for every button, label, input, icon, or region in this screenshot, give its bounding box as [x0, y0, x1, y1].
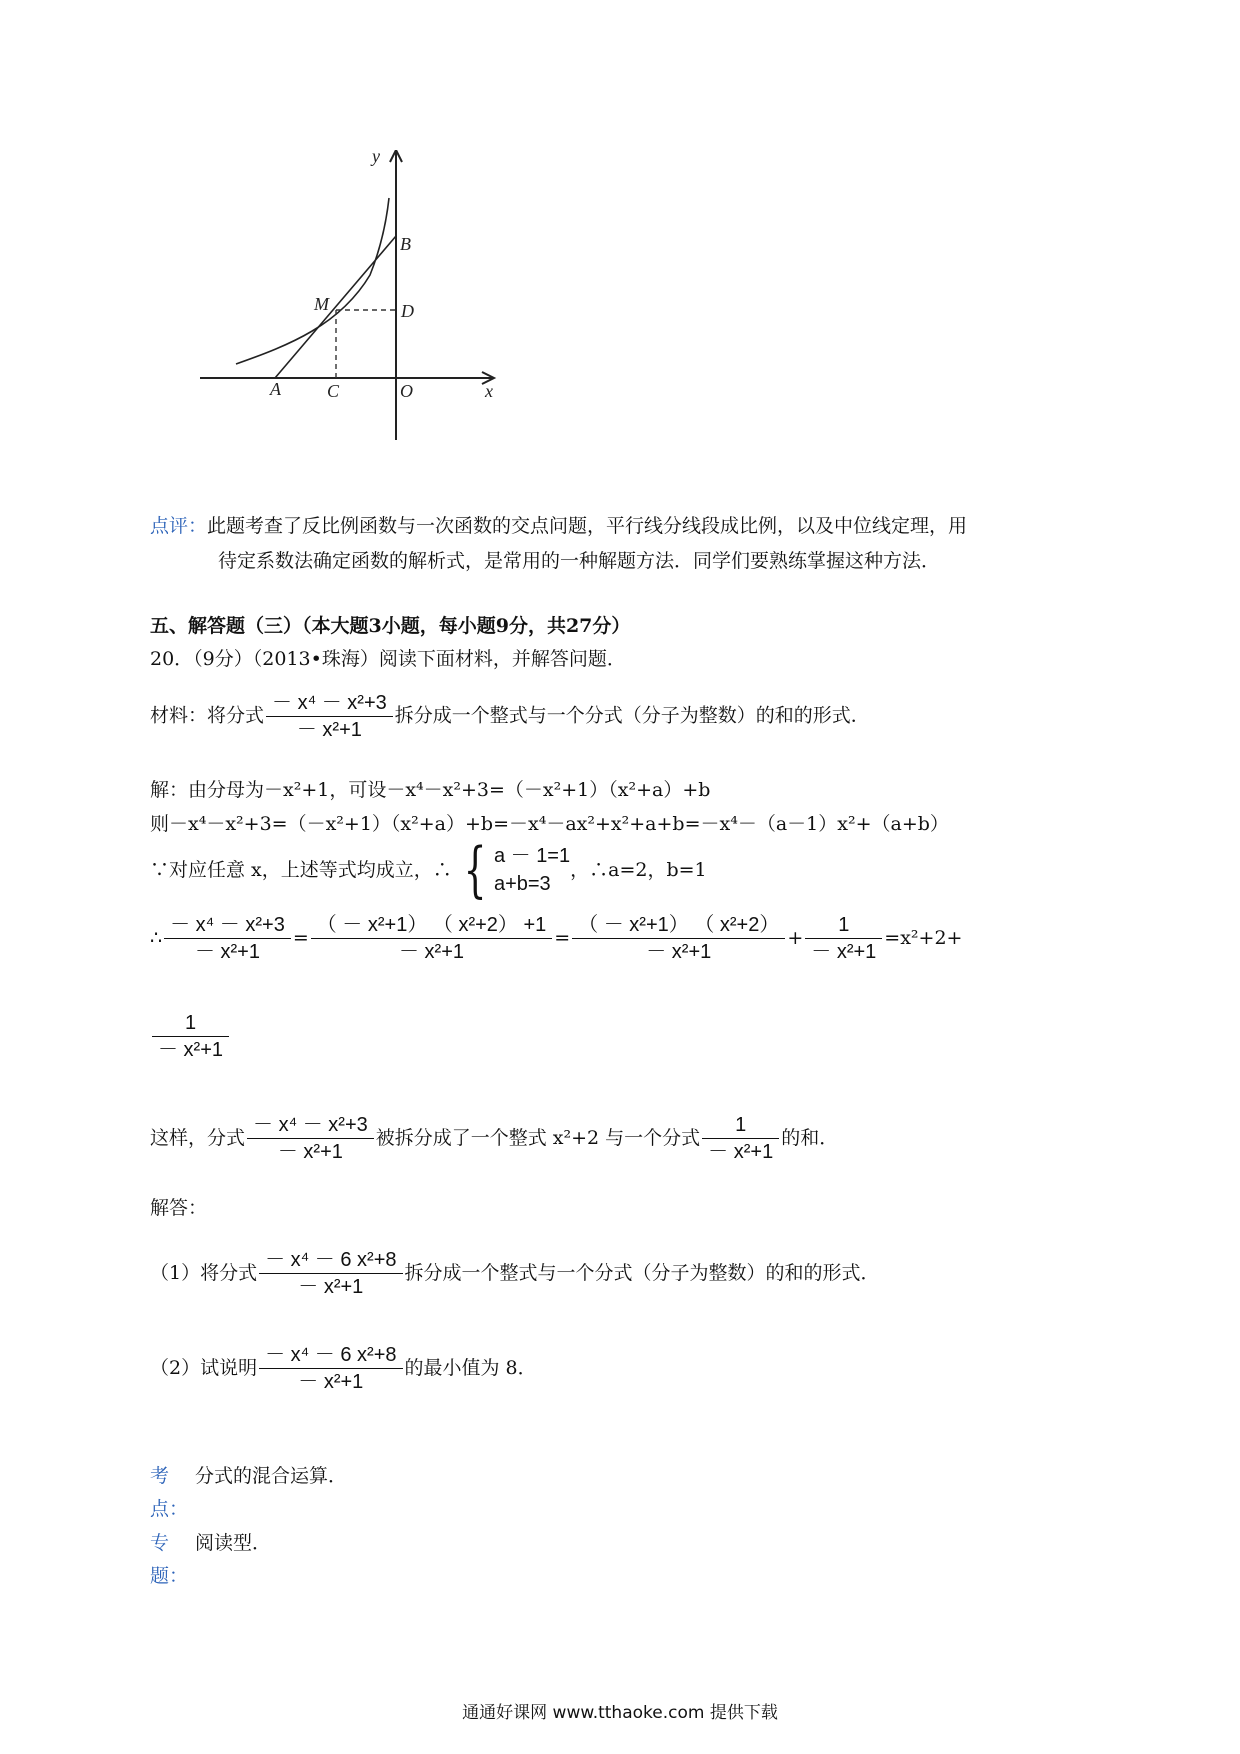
conclusion-line [150, 1112, 838, 1165]
comment-line-2: 待定系数法确定函数的解析式，是常用的一种解题方法．同学们要熟练掌握这种方法． [218, 550, 941, 572]
label-d: D [401, 301, 414, 321]
section-title: 五、解答题（三）（本大题3小题，每小题9分，共27分） [150, 615, 631, 637]
eq-fraction-1 [164, 912, 291, 965]
kaodian-value: 分式的混合运算． [195, 1465, 348, 1487]
q1-prefix: （1）将分式 [150, 1262, 258, 1284]
comment-label: 点评： [150, 515, 208, 537]
q1-fraction-num: － x⁴ － 6 x²+8 [265, 1249, 397, 1271]
equation-system: { a － 1=1 a+b=3 [463, 835, 571, 905]
equals-1: = [292, 927, 309, 949]
question-2 [150, 1342, 537, 1395]
fraction-numerator: － x⁴ － x²+3 [272, 692, 387, 714]
eq-fraction-5-num: 1 [184, 1012, 197, 1034]
solution-line-1: 解：由分母为－x²+1，可设－x⁴－x²+3=（－x²+1）（x²+a）+b [150, 779, 711, 801]
zhuanti-label-1: 专 [150, 1532, 170, 1554]
material-fraction [266, 690, 393, 743]
footer-credit: 通通好课网 www.tthaoke.com 提供下载 [462, 1703, 778, 1723]
problem-header: 20．（9分）（2013•珠海）阅读下面材料，并解答问题． [150, 648, 626, 670]
q1-fraction [259, 1247, 402, 1300]
eq-fraction-2-den: － x²+1 [398, 941, 465, 963]
label-o: O [400, 381, 413, 401]
because-prefix: ∵对应任意 x，上述等式均成立，∴ [150, 858, 452, 881]
q2-fraction-num: － x⁴ － 6 x²+8 [265, 1344, 397, 1366]
solution-line-2: 则－x⁴－x²+3=（－x²+1）（x²+a）+b=－x⁴－ax²+x²+a+b=－x⁴－（a－1）x²+（a+b） [150, 813, 949, 835]
eq-fraction-1-den: － x²+1 [194, 941, 260, 963]
equals-2: = [554, 927, 571, 949]
function-graph-figure [200, 150, 580, 500]
main-equation [150, 912, 962, 965]
kaodian-label-2: 点： [150, 1498, 189, 1520]
equation-continued [150, 1010, 231, 1063]
inverse-function-curve [236, 198, 389, 364]
label-m: M [314, 294, 329, 314]
label-x: x [485, 381, 493, 401]
conclusion-fraction-1-den: － x²+1 [277, 1141, 343, 1163]
eq-fraction-5 [152, 1010, 229, 1063]
conclusion-prefix: 这样，分式 [150, 1127, 246, 1149]
equation-tail: =x²+2+ [884, 927, 963, 949]
eq-fraction-3-num: （ － x²+1） （ x²+2） [578, 914, 780, 936]
conclusion-fraction-2-den: － x²+1 [708, 1141, 774, 1163]
conclusion-fraction-2 [702, 1112, 779, 1165]
system-line-1: a － 1=1 [493, 845, 571, 867]
because-line [150, 835, 707, 905]
eq-fraction-3-den: － x²+1 [646, 941, 712, 963]
conclusion-fraction-2-num: 1 [735, 1114, 747, 1136]
eq-fraction-4 [805, 912, 882, 965]
comment-text-1: 此题考查了反比例函数与一次函数的交点问题，平行线分线段成比例，以及中位线定理，用 [207, 515, 968, 537]
plus-sign: + [787, 927, 804, 949]
comment-line-1 [150, 510, 967, 543]
q2-fraction-den: － x²+1 [298, 1371, 364, 1393]
label-y: y [372, 150, 380, 166]
answer-label: 解答： [150, 1197, 208, 1219]
conclusion-mid: 被拆分成了一个整式 x²+2 与一个分式 [375, 1127, 701, 1149]
kaodian-label-1: 考 [150, 1465, 170, 1487]
q2-prefix: （2）试说明 [150, 1357, 258, 1379]
question-1 [150, 1247, 880, 1300]
q2-fraction [259, 1342, 402, 1395]
eq-fraction-4-num: 1 [838, 914, 850, 936]
conclusion-fraction-1 [247, 1112, 374, 1165]
system-line-2: a+b=3 [493, 873, 551, 895]
eq-fraction-2-num: （ － x²+1） （ x²+2） +1 [316, 914, 547, 936]
therefore-symbol: ∴ [150, 927, 163, 949]
conclusion-suffix: 的和． [781, 1127, 839, 1149]
zhuanti-label-2: 题： [150, 1565, 189, 1587]
label-a: A [270, 379, 281, 399]
eq-fraction-1-num: － x⁴ － x²+3 [170, 914, 285, 936]
material-prefix: 材料：将分式 [150, 704, 265, 727]
fraction-denominator: － x²+1 [296, 719, 362, 741]
because-suffix: ，∴a=2，b=1 [570, 858, 707, 881]
q1-suffix: 拆分成一个整式与一个分式（分子为整数）的和的形式． [404, 1262, 880, 1284]
eq-fraction-5-den: － x²+1 [158, 1039, 224, 1061]
conclusion-fraction-1-num: － x⁴ － x²+3 [253, 1114, 368, 1136]
q1-fraction-den: － x²+1 [298, 1276, 364, 1298]
q2-suffix: 的最小值为 8． [404, 1357, 537, 1379]
eq-fraction-2 [311, 912, 553, 965]
zhuanti-value: 阅读型． [195, 1532, 272, 1554]
eq-fraction-4-den: － x²+1 [811, 941, 877, 963]
label-c: C [327, 381, 340, 401]
eq-fraction-3 [572, 912, 785, 965]
label-b: B [400, 234, 411, 254]
material-suffix: 拆分成一个整式与一个分式（分子为整数）的和的形式． [394, 704, 870, 727]
material-line [150, 690, 870, 743]
